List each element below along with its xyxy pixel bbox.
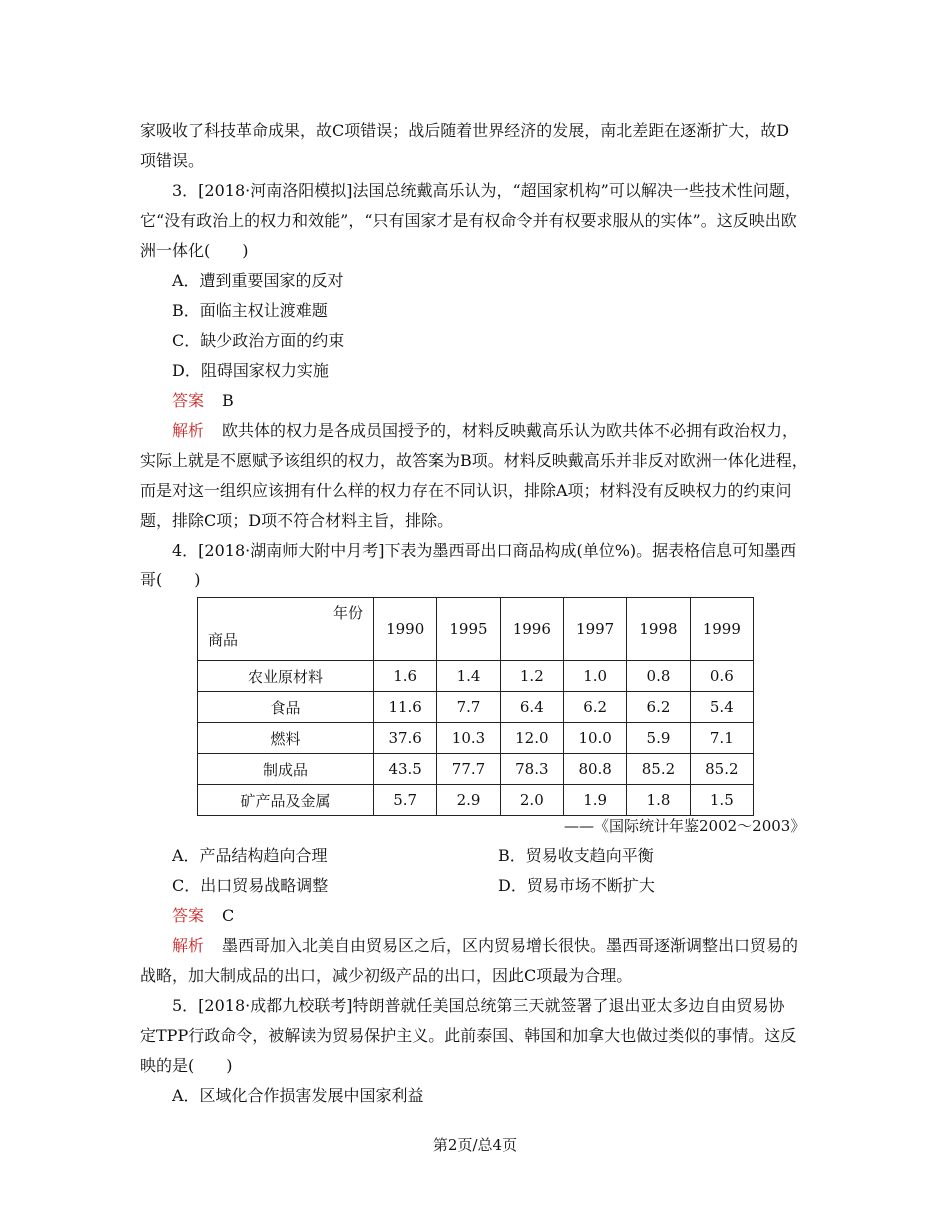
table-header-row xyxy=(198,598,754,661)
question-4-option-b: B．贸易收支趋向平衡 xyxy=(498,846,654,865)
table-cell: 85.2 xyxy=(627,754,690,785)
question-3-explanation xyxy=(172,421,798,441)
answer-label: 答案 xyxy=(172,391,205,410)
table-cell: 11.6 xyxy=(374,692,437,723)
question-3-explanation: 题，排除C项；D项不符合材料主旨，排除。 xyxy=(140,511,454,530)
table-cell: 5.7 xyxy=(374,785,437,816)
year-header: 1995 xyxy=(437,598,500,661)
year-header: 1996 xyxy=(500,598,563,661)
explanation-text: 欧共体的权力是各成员国授予的，材料反映戴高乐认为欧共体不必拥有政治权力， xyxy=(222,421,799,440)
question-4-option-a: A．产品结构趋向合理 xyxy=(172,846,328,865)
table-cell: 43.5 xyxy=(374,754,437,785)
table-cell: 1.8 xyxy=(627,785,690,816)
question-3-stem: 它“没有政治上的权力和效能”，“只有国家才是有权命令并有权要求服从的实体”。这反映出欧 xyxy=(140,211,797,230)
answer-value: B xyxy=(222,391,234,410)
table-cell: 1.0 xyxy=(563,661,626,692)
row-label: 制成品 xyxy=(198,754,374,785)
question-4-answer xyxy=(172,906,234,926)
table-cell: 0.8 xyxy=(627,661,690,692)
table-row xyxy=(198,785,754,816)
answer-label: 答案 xyxy=(172,906,205,925)
table-cell: 1.2 xyxy=(500,661,563,692)
row-label: 矿产品及金属 xyxy=(198,785,374,816)
table-cell: 10.0 xyxy=(563,723,626,754)
table-cell: 5.9 xyxy=(627,723,690,754)
export-table xyxy=(197,597,754,816)
explanation-label: 解析 xyxy=(172,421,205,440)
question-4-option-c: C．出口贸易战略调整 xyxy=(172,876,329,895)
table-cell: 2.0 xyxy=(500,785,563,816)
table-cell: 2.9 xyxy=(437,785,500,816)
question-3-option-c: C．缺少政治方面的约束 xyxy=(172,331,345,350)
year-header: 1999 xyxy=(690,598,753,661)
table-cell: 6.2 xyxy=(563,692,626,723)
row-label: 食品 xyxy=(198,692,374,723)
corner-year-label: 年份 xyxy=(332,604,363,622)
table-cell: 37.6 xyxy=(374,723,437,754)
year-header: 1997 xyxy=(563,598,626,661)
table-source: ——《国际统计年鉴2002～2003》 xyxy=(564,817,806,835)
question-4-stem: 4．[2018·湖南师大附中月考]下表为墨西哥出口商品构成(单位%)。据表格信息可知墨西 xyxy=(172,541,797,560)
table-cell: 7.7 xyxy=(437,692,500,723)
table-cell: 6.4 xyxy=(500,692,563,723)
table-cell: 12.0 xyxy=(500,723,563,754)
table-row xyxy=(198,692,754,723)
question-5-option-a: A．区域化合作损害发展中国家利益 xyxy=(172,1086,424,1105)
table-cell: 85.2 xyxy=(690,754,753,785)
table-cell: 1.6 xyxy=(374,661,437,692)
text-line: 家吸收了科技革命成果，故C项错误；战后随着世界经济的发展，南北差距在逐渐扩大，故D xyxy=(140,121,790,140)
question-4-explanation xyxy=(172,936,798,956)
explanation-label: 解析 xyxy=(172,936,205,955)
text-line: 项错误。 xyxy=(140,151,205,170)
question-3-stem: 洲一体化( ) xyxy=(140,241,249,260)
table-cell: 7.1 xyxy=(690,723,753,754)
table-cell: 1.9 xyxy=(563,785,626,816)
table-row xyxy=(198,754,754,785)
answer-value: C xyxy=(222,906,235,925)
row-label: 农业原材料 xyxy=(198,661,374,692)
table-cell: 1.4 xyxy=(437,661,500,692)
table-cell: 0.6 xyxy=(690,661,753,692)
question-3-option-b: B．面临主权让渡难题 xyxy=(172,301,328,320)
question-3-answer xyxy=(172,391,234,411)
table-cell: 78.3 xyxy=(500,754,563,785)
year-header: 1998 xyxy=(627,598,690,661)
question-5-stem: 映的是( ) xyxy=(140,1056,233,1075)
question-3-explanation: 实际上就是不愿赋予该组织的权力，故答案为B项。材料反映戴高乐并非反对欧洲一体化进程， xyxy=(140,451,808,470)
question-3-option-a: A．遭到重要国家的反对 xyxy=(172,271,344,290)
question-4-option-d: D．贸易市场不断扩大 xyxy=(498,876,655,895)
table-row xyxy=(198,661,754,692)
table-cell: 1.5 xyxy=(690,785,753,816)
table-cell: 5.4 xyxy=(690,692,753,723)
table-cell: 77.7 xyxy=(437,754,500,785)
question-5-stem: 5．[2018·成都九校联考]特朗普就任美国总统第三天就签署了退出亚太多边自由贸易协 xyxy=(172,996,785,1015)
corner-item-label: 商品 xyxy=(208,631,239,649)
question-3-explanation: 而是对这一组织应该拥有什么样的权力存在不同认识，排除A项；材料没有反映权力的约束问 xyxy=(140,481,792,500)
question-4-explanation: 战略，加大制成品的出口，减少初级产品的出口，因此C项最为合理。 xyxy=(140,966,633,985)
table-corner-cell xyxy=(198,598,374,661)
table-cell: 6.2 xyxy=(627,692,690,723)
page-footer: 第2页/总4页 xyxy=(432,1136,518,1154)
explanation-text: 墨西哥加入北美自由贸易区之后，区内贸易增长很快。墨西哥逐渐调整出口贸易的 xyxy=(222,936,799,955)
question-5-stem: 定TPP行政命令，被解读为贸易保护主义。此前泰国、韩国和加拿大也做过类似的事情。这反 xyxy=(140,1026,797,1045)
table-row xyxy=(198,723,754,754)
table-cell: 80.8 xyxy=(563,754,626,785)
question-3-stem: 3．[2018·河南洛阳模拟]法国总统戴高乐认为，“超国家机构”可以解决一些技术性问题， xyxy=(172,181,801,200)
question-4-stem: 哥( ) xyxy=(140,570,201,589)
year-header: 1990 xyxy=(374,598,437,661)
row-label: 燃料 xyxy=(198,723,374,754)
question-3-option-d: D．阻碍国家权力实施 xyxy=(172,361,329,380)
table-cell: 10.3 xyxy=(437,723,500,754)
